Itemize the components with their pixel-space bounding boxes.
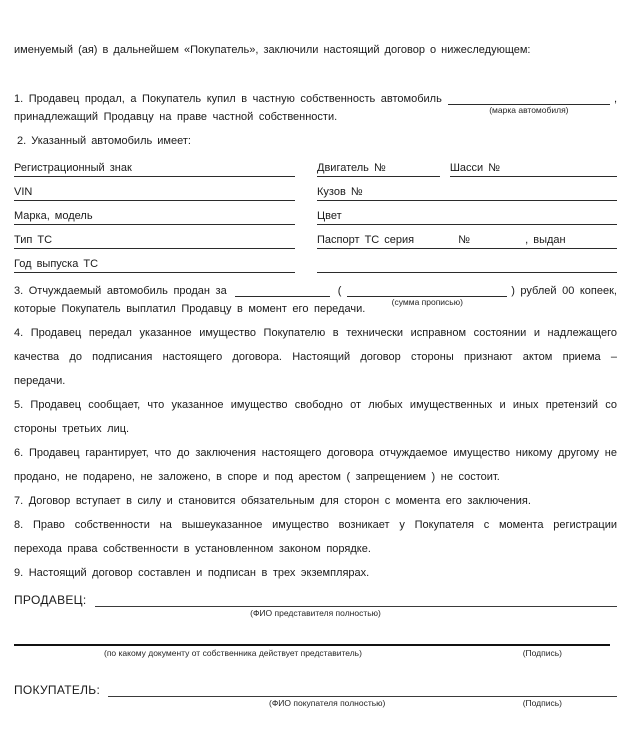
- year-field[interactable]: [14, 254, 295, 273]
- year-label: Год выпуска ТС: [14, 258, 99, 270]
- clause-1-tail: принадлежащий Продавцу на праве частной собственности.: [14, 111, 338, 123]
- vin-field[interactable]: [14, 182, 295, 201]
- chassis-number-field[interactable]: [450, 158, 617, 177]
- clause-3-text: 3. Отчуждаемый автомобиль продан за: [14, 285, 227, 297]
- buyer-label: ПОКУПАТЕЛЬ:: [14, 683, 101, 697]
- car-make-field[interactable]: [448, 89, 610, 115]
- body-number-label: Кузов №: [317, 186, 363, 198]
- engine-number-label: Двигатель №: [317, 162, 386, 174]
- vehicle-type-field[interactable]: [14, 230, 295, 249]
- clause-1-comma: ,: [613, 93, 617, 105]
- clause-2-heading: 2. Указанный автомобиль имеет:: [17, 135, 191, 147]
- clause-3: [14, 273, 617, 321]
- passport-series-label: Паспорт ТС серия: [317, 234, 415, 246]
- seller-signature-caption: (Подпись): [522, 648, 562, 658]
- vehicle-form-right-column: [317, 153, 617, 273]
- vin-label: VIN: [14, 186, 33, 198]
- body-number-field[interactable]: [317, 182, 617, 201]
- passport-issued-label: , выдан: [525, 234, 566, 246]
- clause-1-text: 1. Продавец продал, а Покупатель купил в частную собственность автомобиль: [14, 93, 442, 105]
- make-model-label: Марка, модель: [14, 210, 93, 222]
- clause-6: 6. Продавец гарантирует, что до заключения настоящего договора отчуждаемое имущество никому другому не продано, не подарено, не заложено, в споре и под арестом ( запрещением ) не состоит.: [14, 447, 617, 483]
- clause-1: [14, 81, 617, 129]
- intro-paragraph: именуемый (ая) в дальнейшем «Покупатель», заключили настоящий договор о нижеследующем:: [14, 44, 531, 56]
- buyer-signature-caption: (Подпись): [522, 698, 562, 708]
- vehicle-form: [14, 153, 617, 273]
- buyer-name-caption: (ФИО покупателя полностью): [269, 698, 386, 708]
- seller-name-field[interactable]: [95, 592, 618, 607]
- clause-3-close: ) рублей 00 копеек,: [511, 285, 617, 297]
- clause-5: 5. Продавец сообщает, что указанное имущество свободно от любых имущественных и иных претензий со стороны третьих лиц.: [14, 399, 617, 435]
- price-digits-field[interactable]: [235, 281, 330, 297]
- clause-4: 4. Продавец передал указанное имущество Покупателю в технически исправном состоянии и надлежащего качества до подписания настоящего договора. Настоящий договор стороны признают актом приема – передачи.: [14, 327, 617, 387]
- seller-authority-caption: (по какому документу от собственника действует представитель): [104, 648, 362, 658]
- clause-9: 9. Настоящий договор составлен и подписан в трех экземплярах.: [14, 567, 370, 579]
- engine-number-field[interactable]: [317, 158, 440, 177]
- clause-8: 8. Право собственности на вышеуказанное имущество возникает у Покупателя с момента регистрации перехода права собственности в установленном законом порядке.: [14, 519, 617, 555]
- passport-field[interactable]: [317, 230, 617, 249]
- passport-issued-continuation-field[interactable]: [317, 254, 617, 273]
- make-model-field[interactable]: [14, 206, 295, 225]
- price-words-caption: (сумма прописью): [391, 297, 463, 307]
- vehicle-type-label: Тип ТС: [14, 234, 53, 246]
- price-words-field[interactable]: [347, 281, 507, 307]
- vehicle-form-left-column: [14, 153, 295, 273]
- seller-name-caption: (ФИО представителя полностью): [250, 608, 381, 618]
- passport-number-label: №: [458, 234, 471, 246]
- reg-plate-label: Регистрационный знак: [14, 162, 132, 174]
- car-make-caption: (марка автомобиля): [489, 105, 569, 115]
- reg-plate-field[interactable]: [14, 158, 295, 177]
- clause-3-tail: которые Покупатель выплатил Продавцу в момент его передачи.: [14, 303, 366, 315]
- clause-3-open-paren: (: [337, 285, 342, 297]
- buyer-block: [14, 682, 617, 710]
- color-field[interactable]: [317, 206, 617, 225]
- seller-block: [14, 592, 617, 660]
- buyer-name-field[interactable]: [108, 682, 617, 697]
- chassis-number-label: Шасси №: [449, 162, 501, 174]
- seller-label: ПРОДАВЕЦ:: [14, 593, 87, 607]
- clause-7: 7. Договор вступает в силу и становится обязательным для сторон с момента его заключения.: [14, 495, 531, 507]
- color-label: Цвет: [317, 210, 342, 222]
